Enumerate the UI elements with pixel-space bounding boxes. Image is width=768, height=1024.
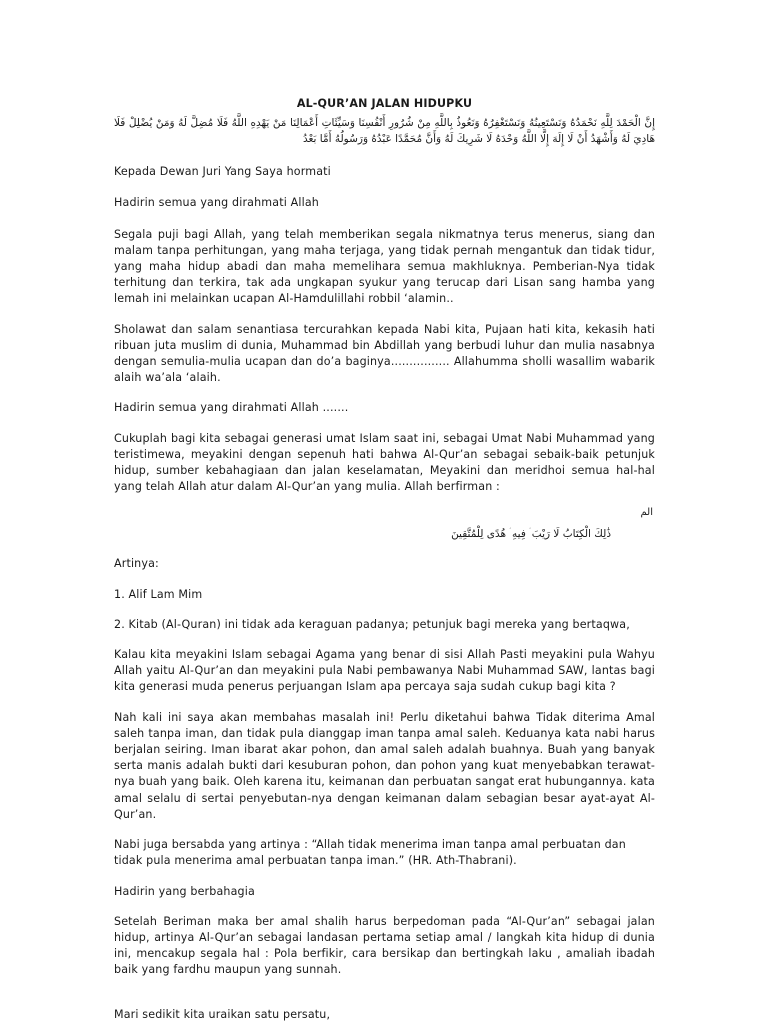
- paragraph-belief: Kalau kita meyakini Islam sebagai Agama yang benar di sisi Allah Pasti meyakini pula Wahyu Allah yaitu Al-Qur’an dan meyakini pula Nabi pembawanya Nabi Muhammad SAW, lantas bagi kita generasi muda penerus perjuangan Islam apa percaya saja sudah cukup bagi kita ?: [114, 648, 655, 694]
- paragraph-hadith: Nabi juga bersabda yang artinya : “Allah tidak menerima iman tanpa amal perbuatan dan tidak pula menerima amal perbuatan tanpa iman.” (HR. Ath-Thabrani).: [114, 838, 626, 868]
- document-title: AL-QUR’AN JALAN HIDUPKU: [296, 97, 473, 110]
- greeting-audience-3: Hadirin yang berbahagia: [114, 884, 255, 898]
- greeting-audience-2: Hadirin semua yang dirahmati Allah .......: [114, 401, 349, 415]
- quran-verse-dzalikal-kitab: ذَٰلِكَ الْكِتَابُ لَا رَيْبَ ۛ فِيهِ ۛ هُدًى لِلْمُتَّقِينَ: [451, 528, 611, 541]
- paragraph-praise: Segala puji bagi Allah, yang telah memberikan segala nikmatnya terus menerus, siang dan malam tanpa perhitungan, yang maha terjaga, yang tidak pernah mengantuk dan tidak tidur, yang maha hidup abadi dan maha memelihara semua makhluknya. Pemberian-Nya tidak terhitung dan terkira, tak ada ungkapan syukur yang terucap dari Lisan sang hamba yang lemah ini melainkan ucapan Al-Hamdulillahi robbil ‘alamin..: [114, 227, 655, 306]
- greeting-jury: Kepada Dewan Juri Yang Saya hormati: [114, 165, 331, 179]
- translation-item-2: 2. Kitab (Al-Quran) ini tidak ada keraguan padanya; petunjuk bagi mereka yang bertaqwa,: [114, 617, 630, 631]
- paragraph-closing: Mari sedikit kita uraikan satu persatu,: [114, 1007, 331, 1021]
- paragraph-sholawat: Sholawat dan salam senantiasa tercurahkan kepada Nabi kita, Pujaan hati kita, kekasih hati ribuan juta muslim di dunia, Muhammad bin Abdillah yang berbudi luhur dan mulia nasabnya dengan semulia-mulia ucapan dan do’a baginya................ Allahumma sholli wasallim wabarik alaih wa’ala ‘alaih.: [114, 322, 655, 385]
- paragraph-generation: Cukuplah bagi kita sebagai generasi umat Islam saat ini, sebagai Umat Nabi Muhammad yang teristimewa, meyakini dengan sepenuh hati bahwa Al-Qur’an sebagai sebaik-baik petunjuk hidup, sumber kebahagiaan dan jalan keselamatan, Meyakini dan meridhoi semua hal-hal yang telah Allah atur dalam Al-Qur’an yang mulia. Allah berfirman :: [114, 431, 655, 494]
- document-page: [114, 96, 655, 1023]
- paragraph-topic: Nah kali ini saya akan membahas masalah ini! Perlu diketahui bahwa Tidak diterima Amal saleh tanpa iman, dan tidak pula dianggap iman tanpa amal saleh. Keduanya kata nabi harus berjalan seiring. Iman ibarat akar pohon, dan amal saleh adalah buahnya. Buah yang banyak serta manis adalah bukti dari kesuburan pohon, dan pohon yang kuat menyebabkan terawat-nya buah yang baik. Oleh karena itu, keimanan dan perbuatan sangat erat hubungannya. kata amal selalu di sertai penyebutan-nya dengan keimanan dalam sebagian besar ayat-ayat Al-Qur’an.: [114, 710, 655, 821]
- paragraph-after-faith: Setelah Beriman maka ber amal shalih harus berpedoman pada “Al-Qur’an” sebagai jalan hidup, artinya Al-Qur’an sebagai landasan pertama setiap amal / langkah kita hidup di dunia ini, mencakup segala hal : Pola berfikir, cara bersikap dan bertingkah laku , amaliah ibadah baik yang fardhu maupun yang sunnah.: [114, 914, 655, 977]
- quran-verse-alif-lam-mim: الم: [640, 507, 653, 519]
- translation-label: Artinya:: [114, 557, 159, 571]
- translation-item-1: 1. Alif Lam Mim: [114, 587, 203, 601]
- arabic-opening-text: إِنَّ الْحَمْدَ لِلَّهِ نَحْمَدُهُ وَنَسْتَعِينُهُ وَنَسْتَغْفِرُهُ وَنَعُوذُ بِاللَّهِ مِنْ شُرُورِ أَنْفُسِنَا وَسَيِّئَاتِ أَعْمَالِنَا مَنْ يَهْدِهِ اللَّهُ فَلَا مُضِلَّ لَهُ وَمَنْ يُضْلِلْ فَلَا هَادِيَ لَهُ وَأَشْهَدُ أَنْ لَا إِلَهَ إِلَّا اللَّهُ وَحْدَهُ لَا شَرِيكَ لَهُ وَأَنَّ مُحَمَّدًا عَبْدُهُ وَرَسُولُهُ أَمَّا بَعْدُ: [114, 117, 655, 146]
- greeting-audience-1: Hadirin semua yang dirahmati Allah: [114, 196, 319, 210]
